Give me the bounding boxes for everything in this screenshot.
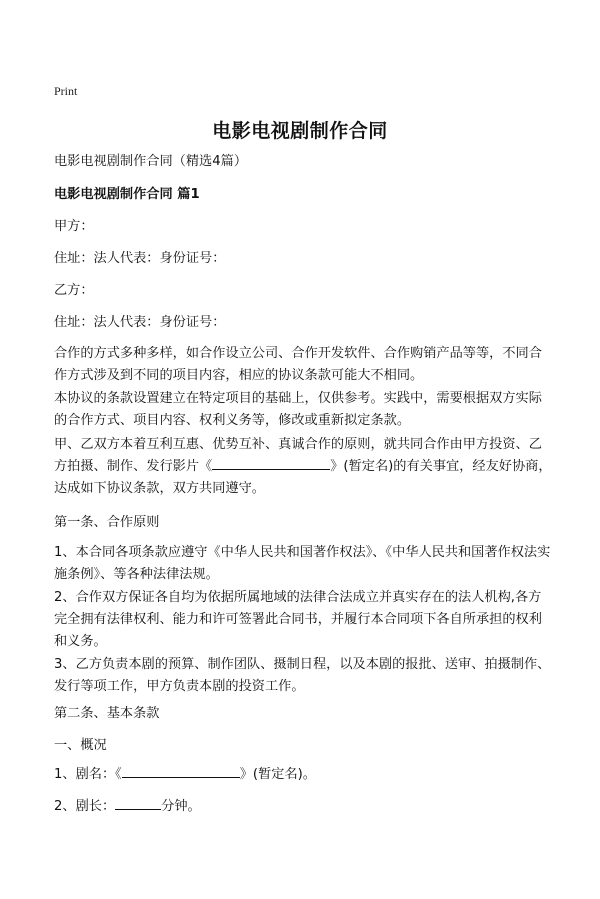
drama-title-blank: [122, 765, 240, 778]
document-title: 电影电视剧制作合同: [212, 120, 388, 142]
party-b-address: 住址：法人代表：身份证号：: [54, 315, 226, 330]
item-1-suffix: 》(暂定名)。: [239, 767, 316, 782]
intro-paragraph-2: 本协议的条款设置建立在特定项目的基础上，仅供参考。实践中，需要根据双方实际的合作方式、项目内容、权利义务等，修改或重新拟定条款。: [54, 391, 542, 428]
clause-1: 1、本合同各项条款应遵守《中华人民共和国著作权法》、《中华人民共和国著作权法实施条例》、等各种法律法规。: [54, 545, 551, 582]
overview-heading: 一、概况: [54, 738, 107, 753]
section-heading: 电影电视剧制作合同 篇1: [54, 187, 200, 202]
party-b-label: 乙方：: [54, 283, 94, 298]
party-a-address: 住址：法人代表：身份证号：: [54, 251, 226, 266]
film-title-blank: [212, 457, 330, 470]
intro-paragraph-3-end: 》(暂定名)的有关事宜，经友好协商，达成如下协议条款，双方共同遵守。: [54, 459, 552, 496]
document-subtitle: 电影电视剧制作合同（精选4篇）: [54, 154, 248, 169]
print-label: Print: [54, 84, 78, 98]
intro-paragraph-3-start: 甲、乙双方本着互利互惠、优势互补、真诚合作的原则，就共同合作由甲方投资、乙方拍摄、制作、发行影片《: [54, 437, 542, 474]
article-1-heading: 第一条、合作原则: [54, 515, 160, 530]
length-blank: [115, 797, 161, 810]
item-2-suffix: 分钟。: [161, 799, 201, 814]
intro-paragraph-3: [54, 434, 554, 500]
clause-2: 2、合作双方保证各自均为依据所属地域的法律合法成立并真实存在的法人机构,各方完全拥有法律权利、能力和许可签署此合同书，并履行本合同项下各自所承担的权利和义务。: [54, 590, 542, 649]
article-2-heading: 第二条、基本条款: [54, 706, 160, 721]
item-1-label: 1、剧名：《: [54, 767, 122, 782]
party-a-label: 甲方：: [54, 219, 94, 234]
intro-paragraph-1: 合作的方式多种多样，如合作设立公司、合作开发软件、合作购销产品等等，不同合作方式涉及到不同的项目内容，相应的协议条款可能大不相同。: [54, 346, 542, 383]
item-1-title: [54, 764, 554, 786]
item-2-length: [54, 796, 554, 818]
item-2-label: 2、剧长：: [54, 799, 116, 814]
clause-3: 3、乙方负责本剧的预算、制作团队、摄制日程，以及本剧的报批、送审、拍摄制作、发行等项工作，甲方负责本剧的投资工作。: [54, 657, 551, 694]
